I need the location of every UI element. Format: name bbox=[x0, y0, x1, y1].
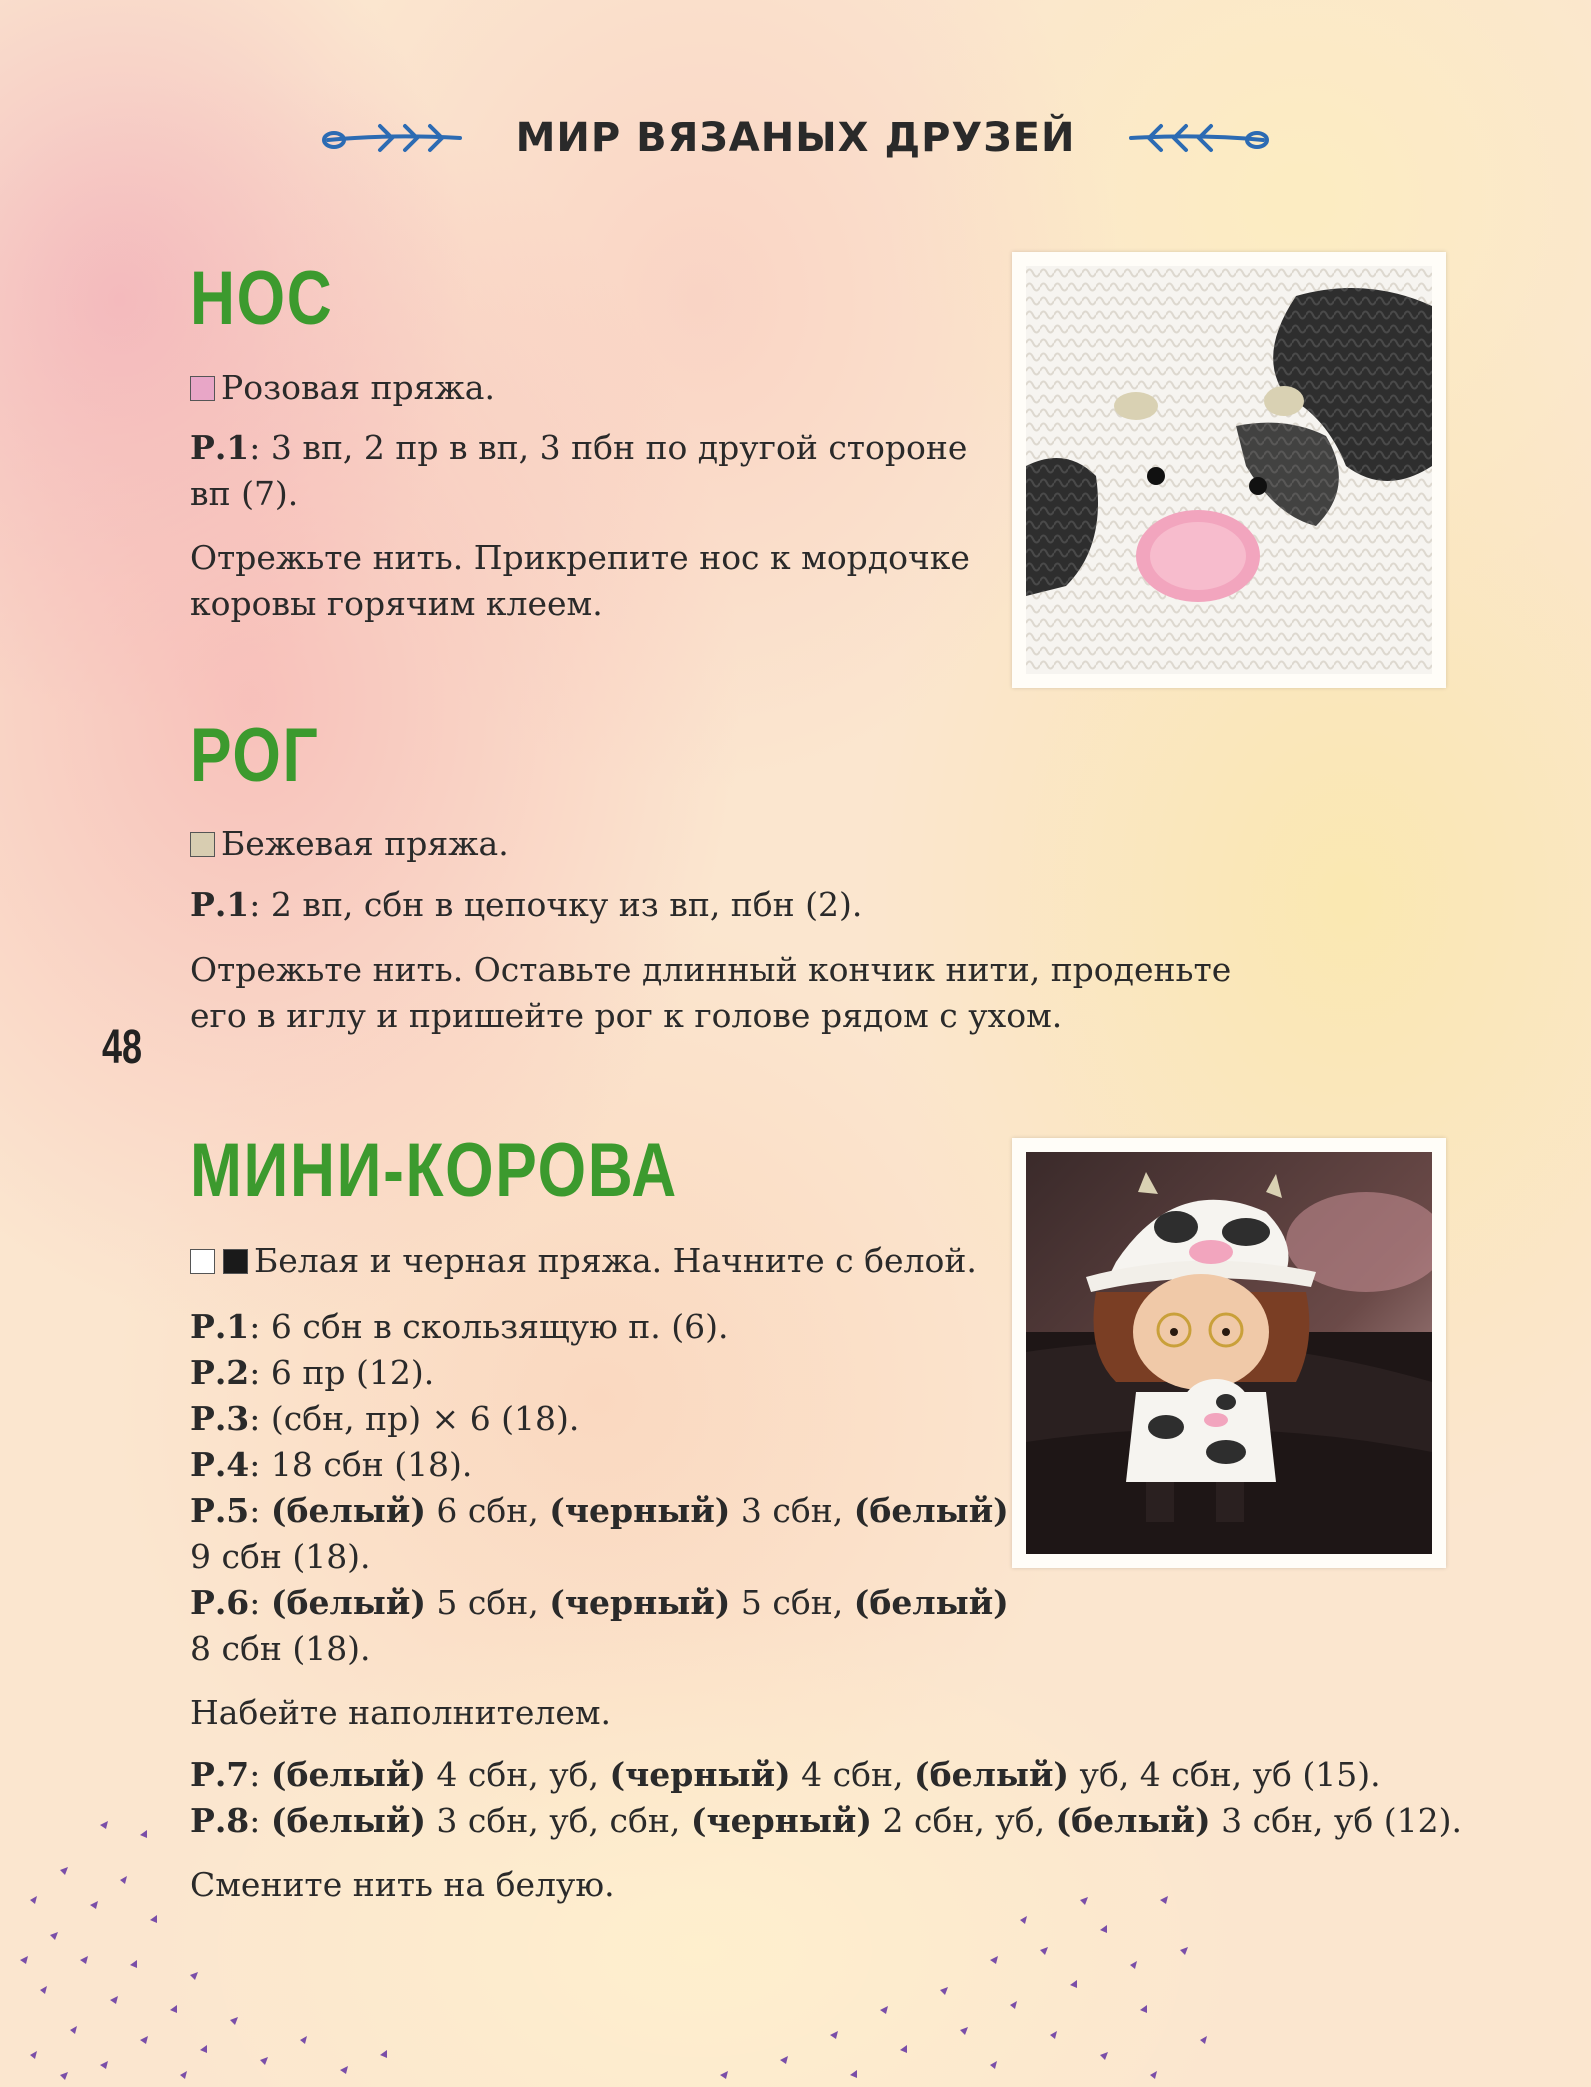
row-instruction: Р.1: 2 вп, сбн в цепочку из вп, пбн (2). bbox=[190, 885, 863, 924]
row-instruction: Р.1: 3 вп, 2 пр в вп, 3 пбн по другой стороне вп (7). bbox=[190, 428, 968, 513]
yarn-note-horn: Бежевая пряжа. bbox=[190, 821, 509, 867]
note-text: Отрежьте нить. Оставьте длинный кончик нити, проденьте его в иглу и пришейте рог к голове рядом с ухом. bbox=[190, 950, 1232, 1035]
row-instruction: Р.5: (белый) 6 сбн, (черный) 3 сбн, (белый) 9 сбн (18). bbox=[190, 1491, 1009, 1576]
header-title: МИР ВЯЗАНЫХ ДРУЗЕЙ bbox=[515, 115, 1076, 161]
row-instruction: Р.2: 6 пр (12). bbox=[190, 1353, 435, 1392]
section-title-horn: РОГ bbox=[190, 713, 320, 798]
dot-pattern bbox=[20, 1821, 1207, 2080]
note-text: Смените нить на белую. bbox=[190, 1865, 615, 1904]
row-instruction: Р.3: (сбн, пр) × 6 (18). bbox=[190, 1399, 580, 1438]
section-title-mini-cow: МИНИ-КОРОВА bbox=[190, 1128, 678, 1213]
row-instruction: Р.8: (белый) 3 сбн, уб, сбн, (черный) 2 сбн, уб, (белый) 3 сбн, уб (12). bbox=[190, 1801, 1462, 1840]
yarn-note-nose: Розовая пряжа. bbox=[190, 365, 495, 411]
page-number: 48 bbox=[102, 1021, 143, 1074]
section-title-nose: НОС bbox=[190, 256, 334, 341]
row-instruction: Р.1: 6 сбн в скользящую п. (6). bbox=[190, 1307, 729, 1346]
row-instruction: Р.7: (белый) 4 сбн, уб, (черный) 4 сбн, (белый) уб, 4 сбн, уб (15). bbox=[190, 1755, 1381, 1794]
yarn-note-mini-cow: Белая и черная пряжа. Начните с белой. bbox=[190, 1238, 977, 1284]
note-text: Отрежьте нить. Прикрепите нос к мордочке коровы горячим клеем. bbox=[190, 538, 970, 623]
row-instruction: Р.6: (белый) 5 сбн, (черный) 5 сбн, (белый) 8 сбн (18). bbox=[190, 1583, 1009, 1668]
row-instruction: Р.4: 18 сбн (18). bbox=[190, 1445, 473, 1484]
note-text: Набейте наполнителем. bbox=[190, 1693, 612, 1732]
